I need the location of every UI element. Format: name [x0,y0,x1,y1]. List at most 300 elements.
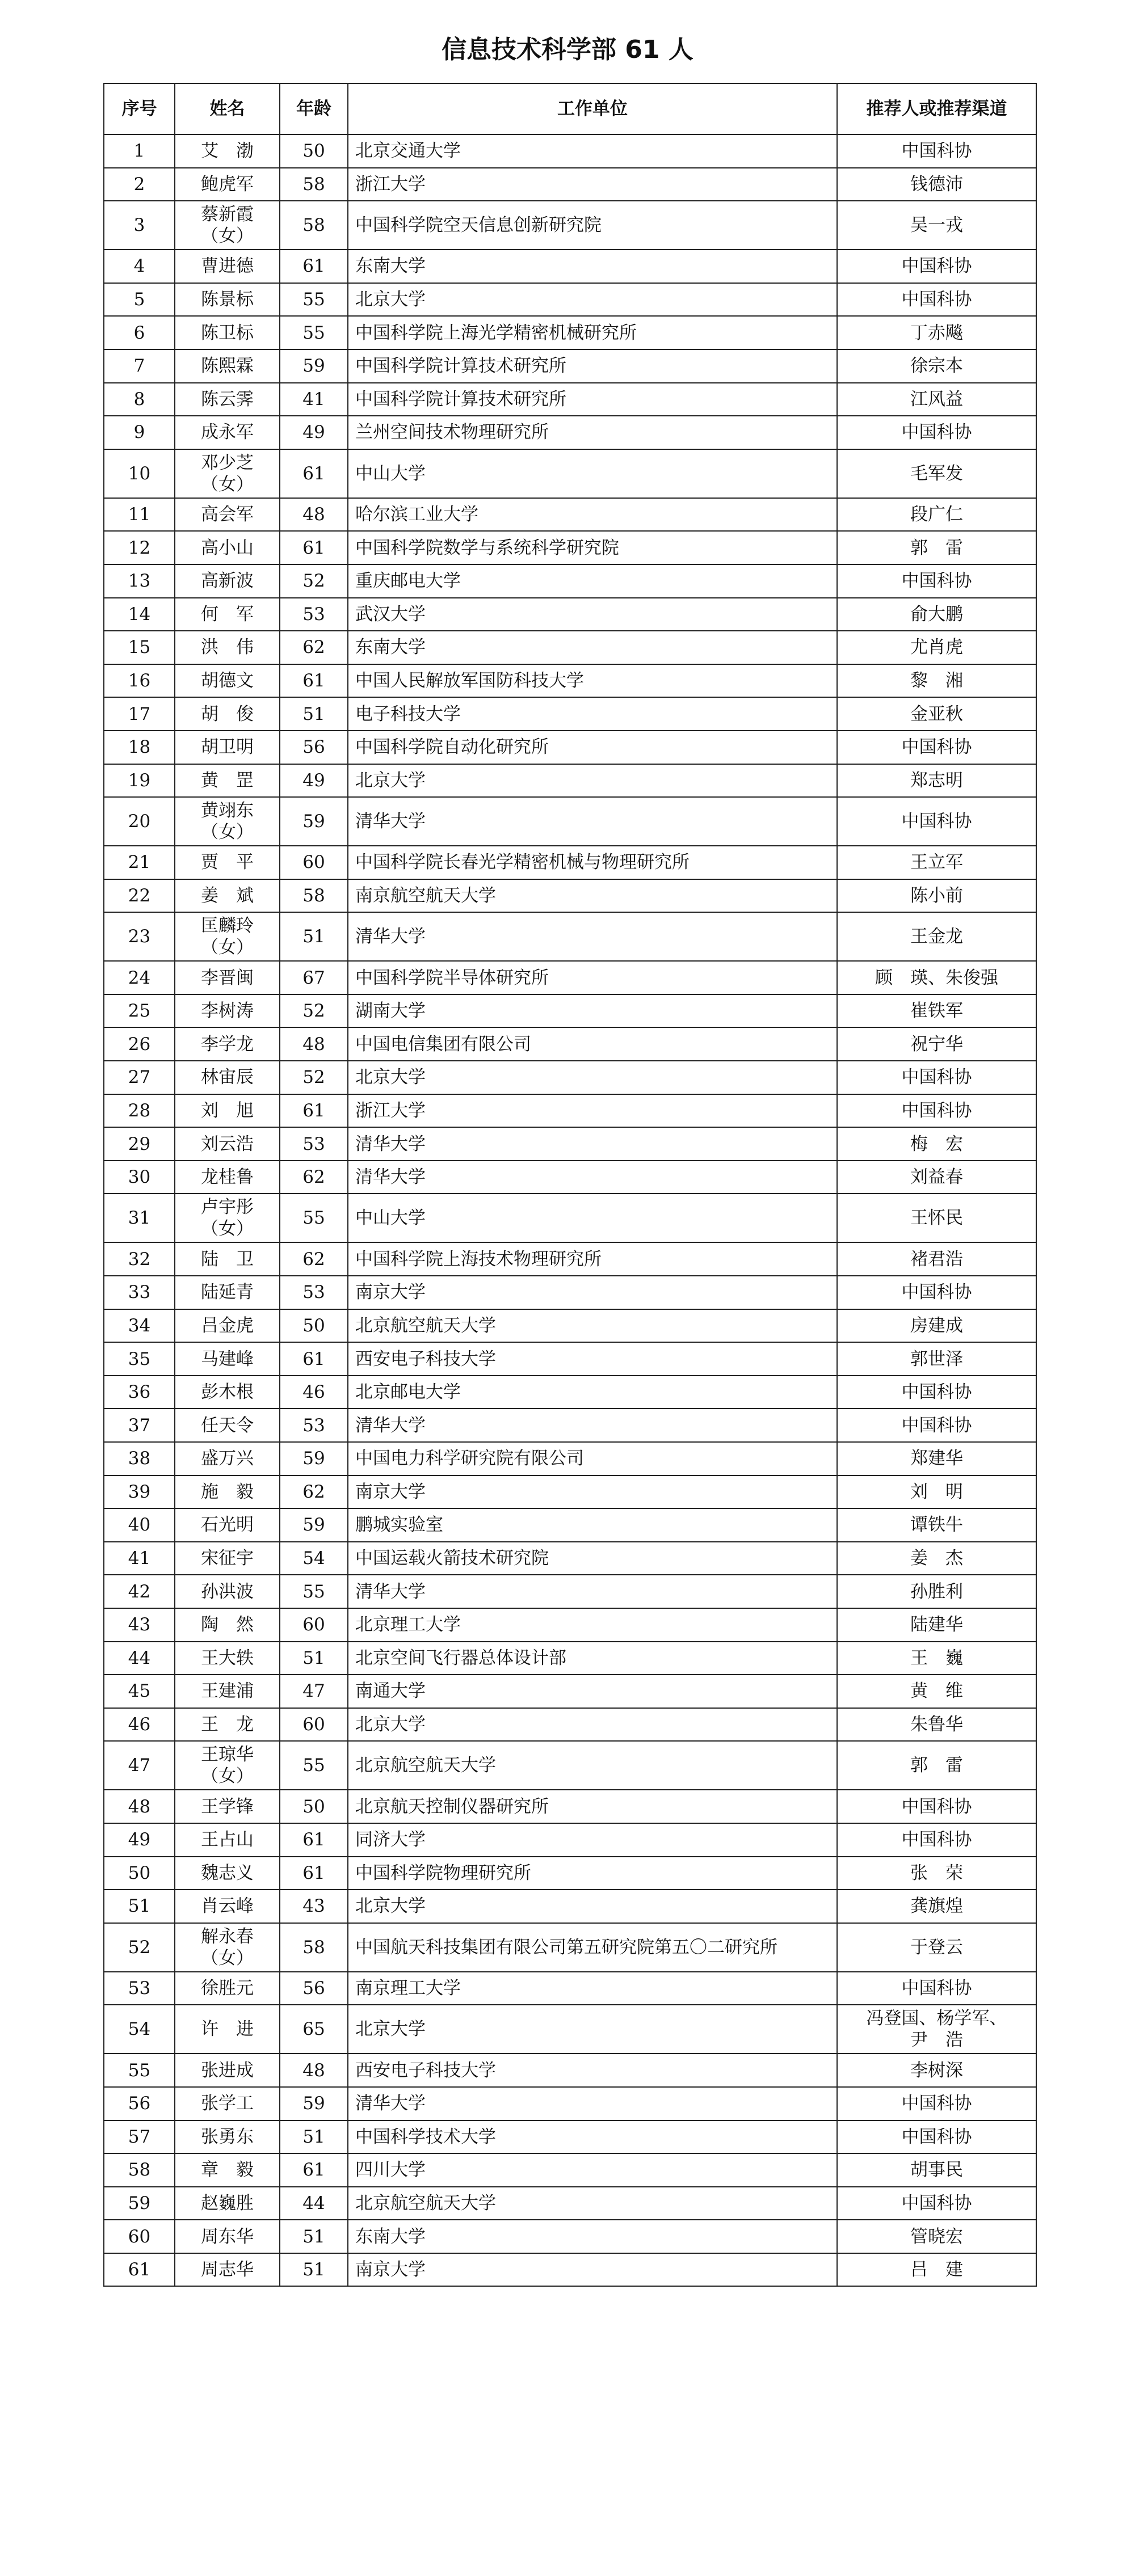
cell-name: 张勇东 [175,2120,280,2154]
cell-index: 59 [104,2187,175,2220]
cell-recommender: 顾 瑛、朱俊强 [837,961,1036,994]
table-row [104,846,1036,879]
cell-index: 15 [104,631,175,664]
cell-name: 刘 旭 [175,1094,280,1128]
table-row [104,664,1036,698]
cell-recommender: 孙胜利 [837,1575,1036,1608]
cell-recommender: 中国科协 [837,1094,1036,1128]
cell-recommender: 中国科协 [837,283,1036,317]
cell-age: 53 [280,598,348,631]
cell-age: 60 [280,846,348,879]
table-row [104,1675,1036,1708]
cell-age: 56 [280,731,348,764]
header-recommender: 推荐人或推荐渠道 [837,83,1036,134]
cell-unit: 南京大学 [348,1276,837,1309]
cell-index: 12 [104,531,175,564]
cell-recommender: 龚旗煌 [837,1890,1036,1923]
cell-index: 41 [104,1542,175,1575]
cell-age: 51 [280,697,348,731]
cell-name: 王学锋 [175,1790,280,1823]
table-row [104,1575,1036,1608]
cell-index: 32 [104,1242,175,1276]
cell-index: 23 [104,912,175,961]
cell-name: 成永军 [175,416,280,449]
cell-name: 解永春 （女） [175,1923,280,1972]
cell-unit: 北京大学 [348,1061,837,1094]
cell-age: 61 [280,1094,348,1128]
cell-unit: 北京大学 [348,764,837,798]
cell-name: 邓少芝 （女） [175,449,280,498]
cell-index: 8 [104,383,175,416]
cell-name: 徐胜元 [175,1972,280,2005]
cell-name: 陆延青 [175,1276,280,1309]
table-row [104,416,1036,449]
cell-unit: 南京航空航天大学 [348,879,837,913]
cell-age: 58 [280,201,348,250]
cell-recommender: 中国科协 [837,2087,1036,2120]
cell-index: 19 [104,764,175,798]
cell-index: 28 [104,1094,175,1128]
table-row [104,1027,1036,1061]
table-header-row [104,83,1036,134]
cell-recommender: 谭铁牛 [837,1508,1036,1542]
cell-unit: 西安电子科技大学 [348,1342,837,1376]
cell-unit: 南京理工大学 [348,1972,837,2005]
table-row [104,1475,1036,1509]
cell-name: 肖云峰 [175,1890,280,1923]
cell-recommender: 中国科协 [837,1276,1036,1309]
cell-index: 27 [104,1061,175,1094]
table-row [104,1923,1036,1972]
cell-recommender: 王怀民 [837,1194,1036,1242]
cell-age: 44 [280,2187,348,2220]
cell-unit: 中国科学院计算技术研究所 [348,349,837,383]
table-row [104,1376,1036,1409]
cell-index: 26 [104,1027,175,1061]
table-row [104,797,1036,846]
cell-unit: 清华大学 [348,1161,837,1194]
cell-unit: 中山大学 [348,1194,837,1242]
cell-unit: 浙江大学 [348,1094,837,1128]
table-row [104,2005,1036,2054]
cell-unit: 清华大学 [348,912,837,961]
cell-name: 魏志义 [175,1857,280,1890]
cell-index: 34 [104,1309,175,1343]
table-row [104,1608,1036,1642]
table-row [104,1094,1036,1128]
cell-recommender: 陆建华 [837,1608,1036,1642]
table-row [104,168,1036,201]
cell-recommender: 中国科协 [837,731,1036,764]
cell-index: 9 [104,416,175,449]
cell-recommender: 中国科协 [837,2187,1036,2220]
cell-unit: 哈尔滨工业大学 [348,498,837,532]
cell-unit: 中国电力科学研究院有限公司 [348,1442,837,1475]
cell-recommender: 吕 建 [837,2253,1036,2287]
cell-recommender: 梅 宏 [837,1127,1036,1161]
cell-name: 吕金虎 [175,1309,280,1343]
cell-recommender: 中国科协 [837,250,1036,283]
cell-age: 61 [280,2153,348,2187]
cell-index: 51 [104,1890,175,1923]
cell-name: 宋征宇 [175,1542,280,1575]
cell-index: 3 [104,201,175,250]
cell-unit: 清华大学 [348,2087,837,2120]
cell-index: 37 [104,1409,175,1442]
header-unit: 工作单位 [348,83,837,134]
cell-name: 陈景标 [175,283,280,317]
cell-recommender: 郭 雷 [837,1741,1036,1790]
cell-age: 50 [280,1790,348,1823]
cell-age: 61 [280,1857,348,1890]
cell-name: 孙洪波 [175,1575,280,1608]
cell-age: 62 [280,1161,348,1194]
cell-name: 陈熙霖 [175,349,280,383]
cell-recommender: 中国科协 [837,1376,1036,1409]
cell-name: 陈云霁 [175,383,280,416]
cell-name: 张进成 [175,2054,280,2087]
cell-recommender: 中国科协 [837,564,1036,598]
cell-name: 马建峰 [175,1342,280,1376]
cell-age: 51 [280,2253,348,2287]
cell-index: 31 [104,1194,175,1242]
cell-name: 高新波 [175,564,280,598]
cell-recommender: 郑志明 [837,764,1036,798]
cell-index: 10 [104,449,175,498]
cell-age: 61 [280,1823,348,1857]
cell-name: 王大轶 [175,1642,280,1675]
table-row [104,1309,1036,1343]
cell-recommender: 刘益春 [837,1161,1036,1194]
cell-unit: 浙江大学 [348,168,837,201]
cell-index: 40 [104,1508,175,1542]
cell-unit: 北京大学 [348,283,837,317]
cell-recommender: 姜 杰 [837,1542,1036,1575]
cell-index: 57 [104,2120,175,2154]
cell-name: 施 毅 [175,1475,280,1509]
cell-age: 61 [280,531,348,564]
table-row [104,2120,1036,2154]
cell-index: 17 [104,697,175,731]
cell-unit: 中国科学院自动化研究所 [348,731,837,764]
cell-recommender: 段广仁 [837,498,1036,532]
cell-name: 张学工 [175,2087,280,2120]
cell-recommender: 刘 明 [837,1475,1036,1509]
cell-index: 6 [104,316,175,349]
cell-index: 58 [104,2153,175,2187]
cell-age: 41 [280,383,348,416]
cell-index: 45 [104,1675,175,1708]
cell-age: 61 [280,664,348,698]
cell-age: 58 [280,168,348,201]
cell-name: 陈卫标 [175,316,280,349]
cell-unit: 南京大学 [348,2253,837,2287]
cell-unit: 中国航天科技集团有限公司第五研究院第五〇二研究所 [348,1923,837,1972]
cell-age: 58 [280,879,348,913]
cell-age: 47 [280,1675,348,1708]
cell-unit: 中国电信集团有限公司 [348,1027,837,1061]
cell-age: 55 [280,1575,348,1608]
cell-age: 65 [280,2005,348,2054]
table-row [104,631,1036,664]
cell-recommender: 朱鲁华 [837,1708,1036,1742]
cell-index: 18 [104,731,175,764]
cell-unit: 东南大学 [348,631,837,664]
cell-age: 62 [280,1242,348,1276]
cell-unit: 中国运载火箭技术研究院 [348,1542,837,1575]
cell-recommender: 钱德沛 [837,168,1036,201]
table-row [104,531,1036,564]
cell-age: 60 [280,1608,348,1642]
cell-recommender: 王 巍 [837,1642,1036,1675]
cell-name: 刘云浩 [175,1127,280,1161]
cell-age: 60 [280,1708,348,1742]
table-row [104,1708,1036,1742]
cell-name: 曹进德 [175,250,280,283]
cell-name: 王琼华 （女） [175,1741,280,1790]
cell-index: 29 [104,1127,175,1161]
cell-unit: 东南大学 [348,2220,837,2253]
cell-age: 55 [280,283,348,317]
cell-recommender: 俞大鹏 [837,598,1036,631]
cell-index: 56 [104,2087,175,2120]
table-row [104,1857,1036,1890]
cell-age: 50 [280,134,348,168]
cell-unit: 中山大学 [348,449,837,498]
cell-index: 50 [104,1857,175,1890]
cell-age: 53 [280,1276,348,1309]
cell-index: 7 [104,349,175,383]
cell-recommender: 黄 维 [837,1675,1036,1708]
cell-recommender: 中国科协 [837,797,1036,846]
cell-index: 54 [104,2005,175,2054]
cell-age: 49 [280,764,348,798]
table-row [104,1972,1036,2005]
cell-age: 58 [280,1923,348,1972]
cell-age: 48 [280,2054,348,2087]
cell-unit: 重庆邮电大学 [348,564,837,598]
cell-unit: 北京航空航天大学 [348,1741,837,1790]
table-row [104,1823,1036,1857]
cell-index: 4 [104,250,175,283]
cell-index: 25 [104,994,175,1028]
table-row [104,1194,1036,1242]
cell-unit: 中国科学院物理研究所 [348,1857,837,1890]
cell-recommender: 郑建华 [837,1442,1036,1475]
cell-unit: 北京大学 [348,2005,837,2054]
cell-name: 陆 卫 [175,1242,280,1276]
table-row [104,2153,1036,2187]
cell-index: 47 [104,1741,175,1790]
cell-index: 55 [104,2054,175,2087]
cell-recommender: 郭 雷 [837,531,1036,564]
table-row [104,731,1036,764]
table-row [104,961,1036,994]
cell-age: 53 [280,1409,348,1442]
cell-name: 石光明 [175,1508,280,1542]
cell-unit: 南通大学 [348,1675,837,1708]
cell-unit: 北京理工大学 [348,1608,837,1642]
cell-recommender: 中国科协 [837,1972,1036,2005]
cell-unit: 中国科学院上海光学精密机械研究所 [348,316,837,349]
cell-index: 49 [104,1823,175,1857]
cell-recommender: 江风益 [837,383,1036,416]
cell-name: 王占山 [175,1823,280,1857]
cell-recommender: 管晓宏 [837,2220,1036,2253]
cell-recommender: 中国科协 [837,2120,1036,2154]
cell-recommender: 黎 湘 [837,664,1036,698]
cell-age: 52 [280,1061,348,1094]
cell-unit: 中国科学院上海技术物理研究所 [348,1242,837,1276]
cell-unit: 东南大学 [348,250,837,283]
cell-recommender: 崔铁军 [837,994,1036,1028]
cell-name: 周东华 [175,2220,280,2253]
cell-age: 54 [280,1542,348,1575]
cell-recommender: 中国科协 [837,1409,1036,1442]
cell-index: 33 [104,1276,175,1309]
cell-name: 高会军 [175,498,280,532]
cell-name: 蔡新霞 （女） [175,201,280,250]
cell-recommender: 中国科协 [837,1823,1036,1857]
cell-name: 胡 俊 [175,697,280,731]
table-row [104,1442,1036,1475]
cell-index: 48 [104,1790,175,1823]
table-row [104,1342,1036,1376]
cell-age: 50 [280,1309,348,1343]
cell-age: 55 [280,1194,348,1242]
cell-name: 盛万兴 [175,1442,280,1475]
cell-name: 何 军 [175,598,280,631]
cell-unit: 清华大学 [348,1127,837,1161]
table-row [104,349,1036,383]
cell-name: 黄 罡 [175,764,280,798]
cell-age: 61 [280,449,348,498]
cell-index: 22 [104,879,175,913]
cell-name: 高小山 [175,531,280,564]
cell-unit: 武汉大学 [348,598,837,631]
cell-name: 龙桂鲁 [175,1161,280,1194]
table-row [104,134,1036,168]
table-row [104,1790,1036,1823]
table-row [104,201,1036,250]
cell-unit: 清华大学 [348,1575,837,1608]
cell-recommender: 祝宁华 [837,1027,1036,1061]
header-name: 姓名 [175,83,280,134]
cell-age: 67 [280,961,348,994]
table-row [104,1890,1036,1923]
table-row [104,994,1036,1028]
table-row [104,1409,1036,1442]
cell-age: 55 [280,1741,348,1790]
table-row [104,598,1036,631]
table-row [104,2087,1036,2120]
cell-unit: 北京空间飞行器总体设计部 [348,1642,837,1675]
table-row [104,564,1036,598]
table-row [104,1508,1036,1542]
member-table [103,83,1037,2287]
cell-name: 李学龙 [175,1027,280,1061]
cell-recommender: 王立军 [837,846,1036,879]
cell-unit: 鹏城实验室 [348,1508,837,1542]
cell-unit: 湖南大学 [348,994,837,1028]
table-row [104,383,1036,416]
table-row [104,449,1036,498]
cell-recommender: 褚君浩 [837,1242,1036,1276]
cell-unit: 北京航天控制仪器研究所 [348,1790,837,1823]
cell-age: 46 [280,1376,348,1409]
cell-age: 59 [280,1508,348,1542]
cell-index: 53 [104,1972,175,2005]
cell-age: 48 [280,498,348,532]
table-row [104,764,1036,798]
table-row [104,1127,1036,1161]
header-index: 序号 [104,83,175,134]
cell-age: 61 [280,1342,348,1376]
cell-index: 43 [104,1608,175,1642]
cell-age: 55 [280,316,348,349]
cell-age: 62 [280,1475,348,1509]
cell-unit: 北京航空航天大学 [348,1309,837,1343]
cell-age: 52 [280,994,348,1028]
cell-age: 59 [280,349,348,383]
cell-index: 21 [104,846,175,879]
cell-recommender: 张 荣 [837,1857,1036,1890]
table-row [104,697,1036,731]
table-row [104,2253,1036,2287]
cell-recommender: 尤肖虎 [837,631,1036,664]
cell-age: 62 [280,631,348,664]
cell-recommender: 毛军发 [837,449,1036,498]
table-row [104,1242,1036,1276]
cell-index: 14 [104,598,175,631]
cell-recommender: 徐宗本 [837,349,1036,383]
cell-age: 59 [280,2087,348,2120]
cell-unit: 四川大学 [348,2153,837,2187]
cell-age: 43 [280,1890,348,1923]
cell-age: 53 [280,1127,348,1161]
table-row [104,250,1036,283]
table-row [104,2220,1036,2253]
cell-name: 彭木根 [175,1376,280,1409]
cell-recommender: 李树深 [837,2054,1036,2087]
cell-name: 许 进 [175,2005,280,2054]
cell-age: 51 [280,1642,348,1675]
cell-index: 20 [104,797,175,846]
cell-age: 56 [280,1972,348,2005]
cell-name: 黄翊东 （女） [175,797,280,846]
cell-age: 51 [280,2220,348,2253]
cell-index: 2 [104,168,175,201]
table-row [104,879,1036,913]
cell-index: 5 [104,283,175,317]
cell-recommender: 王金龙 [837,912,1036,961]
cell-index: 1 [104,134,175,168]
cell-recommender: 中国科协 [837,416,1036,449]
cell-recommender: 中国科协 [837,134,1036,168]
cell-unit: 中国科学院半导体研究所 [348,961,837,994]
cell-unit: 南京大学 [348,1475,837,1509]
cell-name: 胡卫明 [175,731,280,764]
cell-age: 51 [280,2120,348,2154]
cell-unit: 中国科学院数学与系统科学研究院 [348,531,837,564]
table-row [104,1061,1036,1094]
cell-name: 鲍虎军 [175,168,280,201]
cell-index: 11 [104,498,175,532]
cell-recommender: 房建成 [837,1309,1036,1343]
cell-recommender: 中国科协 [837,1061,1036,1094]
cell-recommender: 中国科协 [837,1790,1036,1823]
cell-recommender: 丁赤飚 [837,316,1036,349]
